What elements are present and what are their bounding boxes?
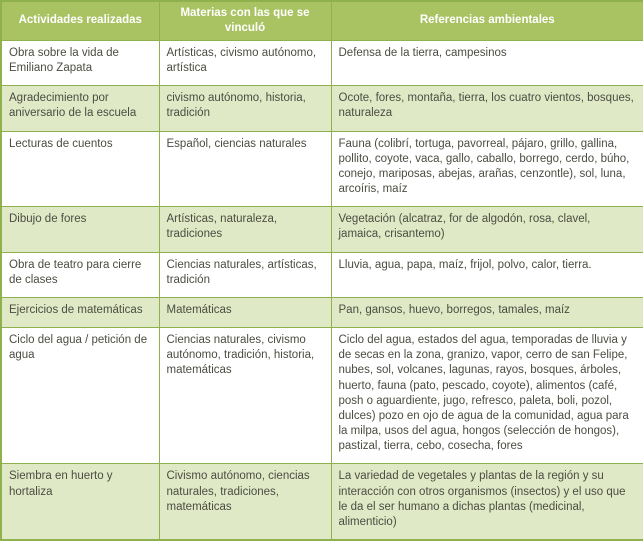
cell-referencias: Fauna (colibrí, tortuga, pavorreal, pájaro, grillo, gallina, pollito, coyote, vaca, gallo, caballo, borrego, cerdo, búho, conejo, mariposas, abejas, arañas, cenzontle), sol, luna, arcoíris, maíz xyxy=(331,131,643,207)
cell-materias: Ciencias naturales, civismo autónomo, tradición, historia, matemáticas xyxy=(159,328,331,464)
table-row xyxy=(1,252,643,297)
cell-materias: Español, ciencias naturales xyxy=(159,131,331,207)
col-header-materias: Materias con las que se vinculó xyxy=(159,1,331,40)
cell-actividad: Obra sobre la vida de Emiliano Zapata xyxy=(1,40,159,85)
cell-actividad: Dibujo de fores xyxy=(1,207,159,252)
cell-actividad: Obra de teatro para cierre de clases xyxy=(1,252,159,297)
table-row xyxy=(1,328,643,464)
table-row xyxy=(1,297,643,327)
col-header-referencias: Referencias ambientales xyxy=(331,1,643,40)
cell-materias: Civismo autónomo, ciencias naturales, tradiciones, matemáticas xyxy=(159,464,331,540)
cell-actividad: Siembra en huerto y hortaliza xyxy=(1,464,159,540)
cell-referencias: Lluvia, agua, papa, maíz, frijol, polvo, calor, tierra. xyxy=(331,252,643,297)
cell-referencias: Ocote, fores, montaña, tierra, los cuatro vientos, bosques, naturaleza xyxy=(331,86,643,131)
cell-referencias: La variedad de vegetales y plantas de la región y su interacción con otros organismos (insectos) y el uso que le da el ser humano a dichas plantas (medicinal, alimenticio) xyxy=(331,464,643,540)
header-row xyxy=(1,1,643,40)
table-row xyxy=(1,207,643,252)
cell-actividad: Ciclo del agua / petición de agua xyxy=(1,328,159,464)
cell-referencias: Vegetación (alcatraz, for de algodón, rosa, clavel, jamaica, crisantemo) xyxy=(331,207,643,252)
table-row xyxy=(1,131,643,207)
cell-materias: Artísticas, civismo autónomo, artística xyxy=(159,40,331,85)
cell-referencias: Defensa de la tierra, campesinos xyxy=(331,40,643,85)
cell-referencias: Ciclo del agua, estados del agua, temporadas de lluvia y de secas en la zona, granizo, vapor, cerro de san Felipe, nubes, sol, volcanes, lagunas, rayos, bosques, árboles, huerto, fauna (pato, pescado, coyote), alimentos (café, posh o aguardiente, jugo, refresco, paleta, boli, pozol, dulces) pozo en ojo de agua de la comunidad, agua para la milpa, usos del agua, hongos (selección de hongos), pastizal, tierra, cebo, cosecha, fores xyxy=(331,328,643,464)
cell-materias: civismo autónomo, historia, tradición xyxy=(159,86,331,131)
cell-actividad: Lecturas de cuentos xyxy=(1,131,159,207)
cell-materias: Matemáticas xyxy=(159,297,331,327)
col-header-actividades: Actividades realizadas xyxy=(1,1,159,40)
cell-materias: Artísticas, naturaleza, tradiciones xyxy=(159,207,331,252)
cell-actividad: Ejercicios de matemáticas xyxy=(1,297,159,327)
cell-actividad: Agradecimiento por aniversario de la escuela xyxy=(1,86,159,131)
cell-materias: Ciencias naturales, artísticas, tradición xyxy=(159,252,331,297)
table-row xyxy=(1,40,643,85)
cell-referencias: Pan, gansos, huevo, borregos, tamales, maíz xyxy=(331,297,643,327)
table-row xyxy=(1,464,643,540)
table-row xyxy=(1,86,643,131)
